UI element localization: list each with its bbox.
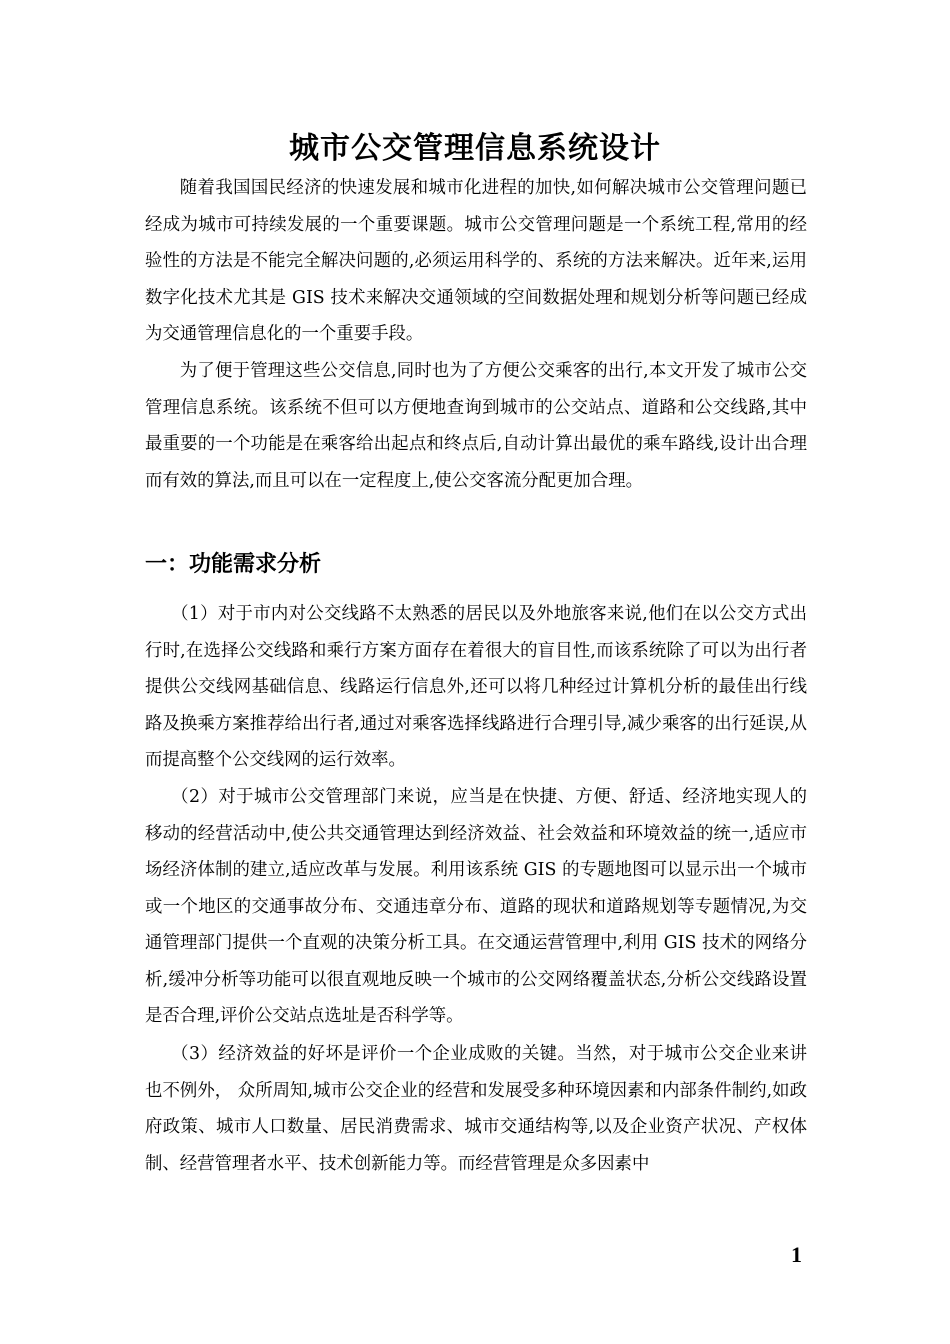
intro-paragraph-2: 为了便于管理这些公交信息,同时也为了方便公交乘客的出行,本文开发了城市公交管理信息系统。该系统不但可以方便地查询到城市的公交站点、道路和公交线路,其中最重要的一个功能是在乘客给出起点和终点后,自动计算出最优的乘车路线,设计出合理而有效的算法,而且可以在一定程度上,使公交客流分配更加合理。	[145, 361, 807, 491]
document-title: 城市公交管理信息系统设计	[289, 131, 661, 166]
intro-paragraph-1: 随着我国国民经济的快速发展和城市化进程的加快,如何解决城市公交管理问题已经成为城市可持续发展的一个重要课题。城市公交管理问题是一个系统工程,常用的经验性的方法是不能完全解决问题的,必须运用科学的、系统的方法来解决。近年来,运用数字化技术尤其是 GIS 技术来解决交通领域的空间数据处理和规划分析等问题已经成为交通管理信息化的一个重要手段。	[145, 178, 807, 344]
section-paragraph-1: （1）对于市内对公交线路不太熟悉的居民以及外地旅客来说,他们在以公交方式出行时,在选择公交线路和乘行方案方面存在着很大的盲目性,而该系统除了可以为出行者提供公交线网基础信息、线路运行信息外,还可以将几种经过计算机分析的最佳出行线路及换乘方案推荐给出行者,通过对乘客选择线路进行合理引导,减少乘客的出行延误,从而提高整个公交线网的运行效率。	[145, 604, 807, 770]
section-paragraph-2: （2）对于城市公交管理部门来说，应当是在快捷、方便、舒适、经济地实现人的移动的经营活动中,使公共交通管理达到经济效益、社会效益和环境效益的统一,适应市场经济体制的建立,适应改革与发展。利用该系统 GIS 的专题地图可以显示出一个城市或一个地区的交通事故分布、交通违章分布、道路的现状和道路规划等专题情况,为交通管理部门提供一个直观的决策分析工具。在交通运营管理中,利用 GIS 技术的网络分析,缓冲分析等功能可以很直观地反映一个城市的公交网络覆盖状态,分析公交线路设置是否合理,评价公交站点选址是否科学等。	[145, 787, 807, 1026]
section-heading: 一：功能需求分析	[145, 552, 322, 577]
section-paragraph-3: （3）经济效益的好坏是评价一个企业成败的关键。当然，对于城市公交企业来讲也不例外， 众所周知,城市公交企业的经营和发展受多种环境因素和内部条件制约,如政府政策、城市人口数量、居民消费需求、城市交通结构等,以及企业资产状况、产权体制、经营管理者水平、技术创新能力等。而经营管理是众多因素中	[145, 1044, 807, 1174]
page-number: 1	[791, 1242, 802, 1267]
